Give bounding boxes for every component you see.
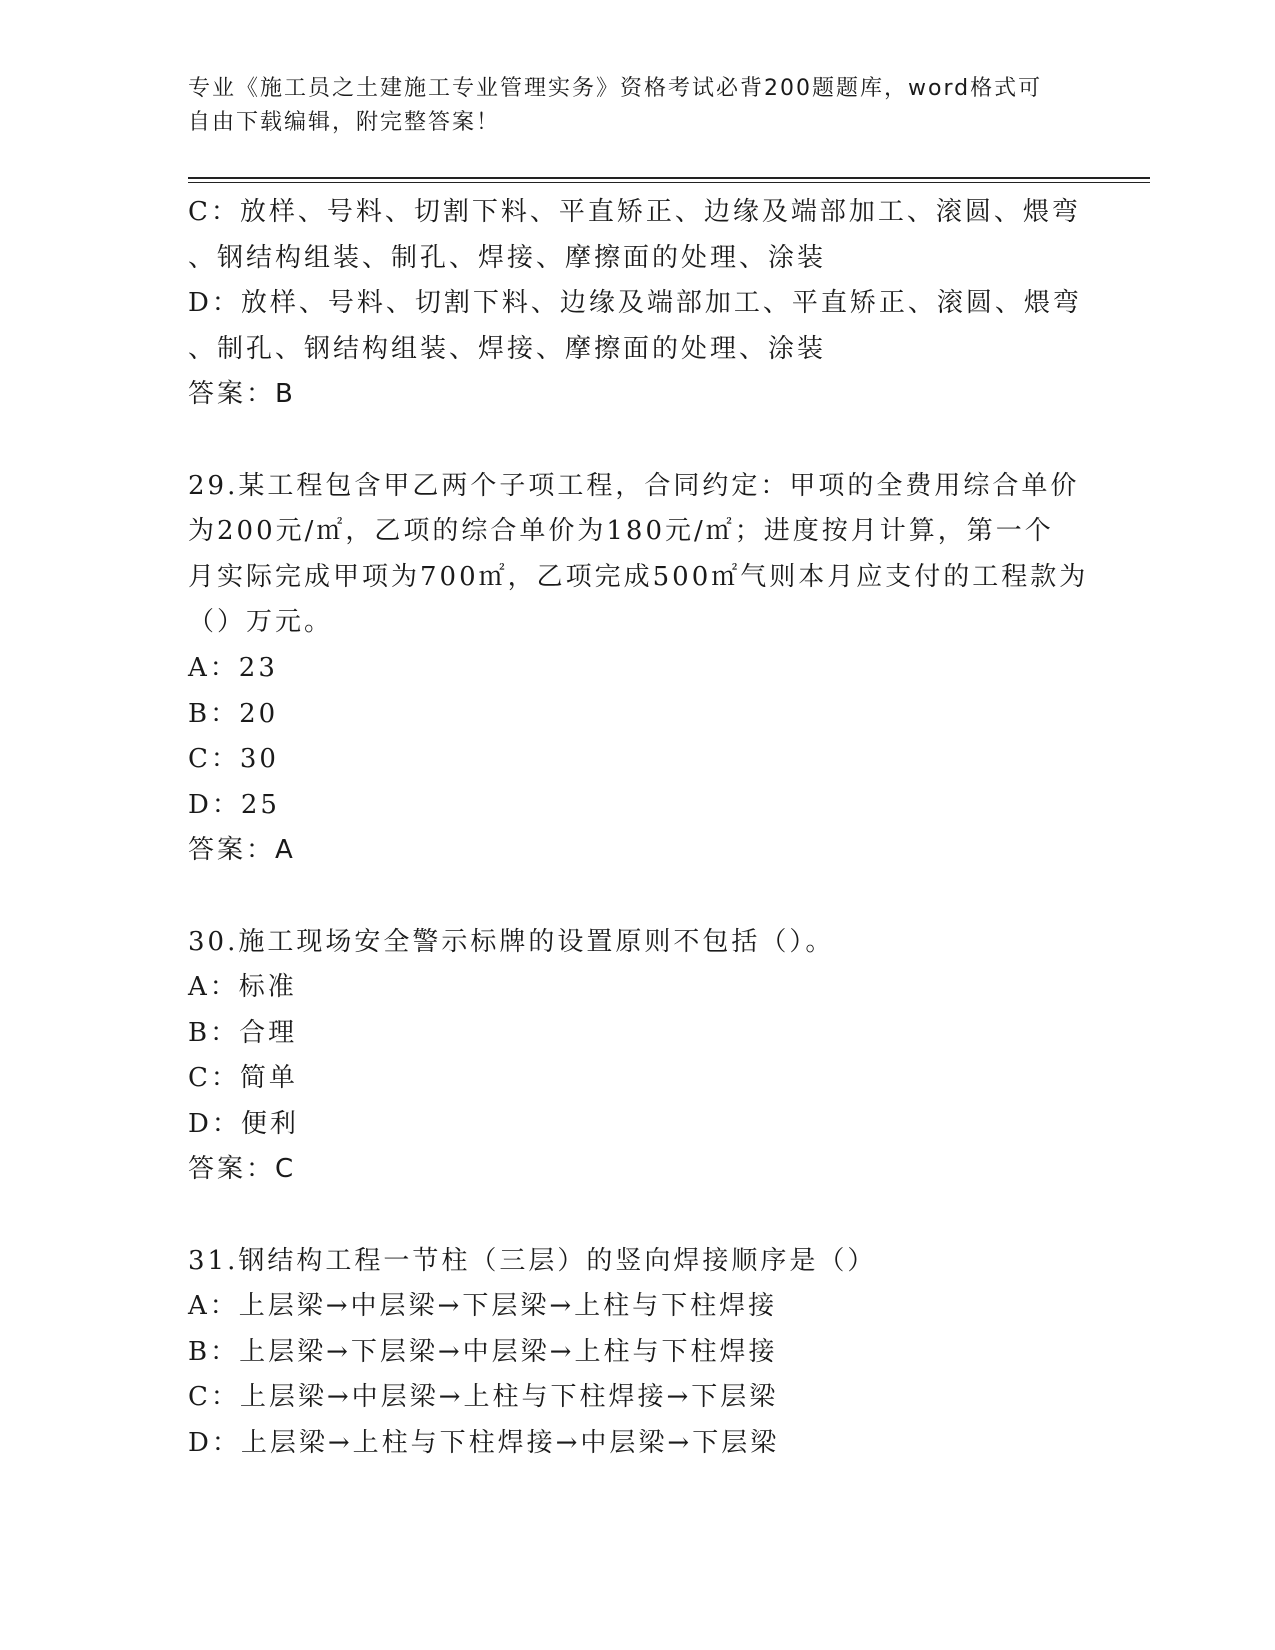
document-body [188,190,1089,1467]
option-d-line-2: 、制孔、钢结构组装、焊接、摩擦面的处理、涂装 [188,333,827,364]
answer-label: 答案：A [188,835,296,866]
option-a: A：23 [188,652,278,683]
question-28-tail [188,190,1082,418]
question-stem: 30.施工现场安全警示标牌的设置原则不包括（）。 [188,926,835,957]
question-stem-line-3: 月实际完成甲项为700㎡，乙项完成500㎡气则本月应支付的工程款为 [188,561,1089,592]
option-c: C：简单 [188,1063,298,1094]
option-a: A：标准 [188,972,297,1003]
option-c: C：上层梁→中层梁→上柱与下柱焊接→下层梁 [188,1382,779,1413]
question-stem-line-4: （）万元。 [188,607,334,638]
question-29 [188,464,1089,874]
question-30 [188,920,1068,1194]
option-c: C：30 [188,744,279,775]
option-d: D：上层梁→上柱与下柱焊接→中层梁→下层梁 [188,1428,780,1459]
question-stem-line-1: 29.某工程包含甲乙两个子项工程，合同约定：甲项的全费用综合单价 [188,470,1080,501]
option-a: A：上层梁→中层梁→下层梁→上柱与下柱焊接 [188,1291,778,1322]
option-d-line-1: D：放样、号料、切割下料、边缘及端部加工、平直矫正、滚圆、煨弯 [188,288,1082,319]
header-divider-thick [188,177,1150,179]
question-spacer [188,874,1068,920]
option-d: D：便利 [188,1108,299,1139]
answer-label: 答案：C [188,1154,297,1185]
answer-label: 答案：B [188,379,296,410]
header-line-2: 自由下载编辑，附完整答案！ [188,110,501,135]
option-c-line-2: 、钢结构组装、制孔、焊接、摩擦面的处理、涂装 [188,242,827,273]
question-spacer [188,418,1068,464]
option-b: B：上层梁→下层梁→中层梁→上柱与下柱焊接 [188,1336,778,1367]
question-31 [188,1239,1068,1467]
document-header [188,72,1068,140]
header-divider-thin [188,182,1150,183]
question-stem: 31.钢结构工程一节柱（三层）的竖向焊接顺序是（） [188,1245,877,1276]
option-b: B：合理 [188,1017,298,1048]
option-d: D：25 [188,789,280,820]
question-spacer [188,1193,1068,1239]
option-b: B：20 [188,698,279,729]
header-line-1: 专业《施工员之土建施工专业管理实务》资格考试必背200题题库，word格式可 [188,76,1043,101]
question-stem-line-2: 为200元/㎡，乙项的综合单价为180元/㎡；进度按月计算，第一个 [188,516,1054,547]
option-c-line-1: C：放样、号料、切割下料、平直矫正、边缘及端部加工、滚圆、煨弯 [188,197,1081,227]
